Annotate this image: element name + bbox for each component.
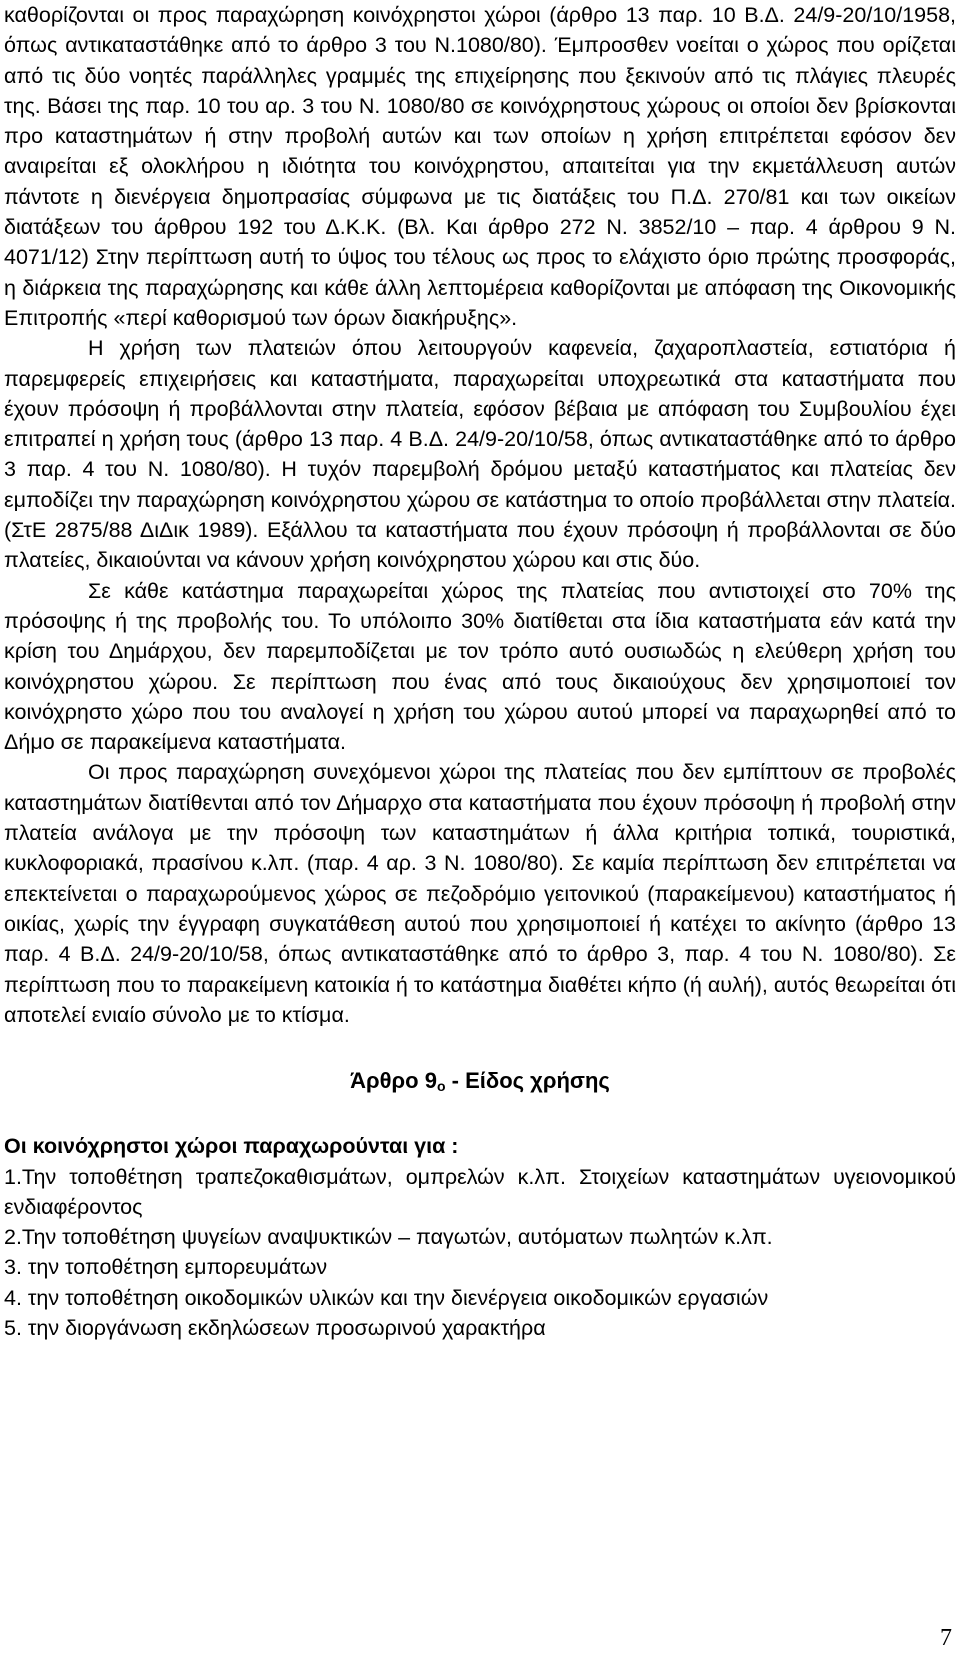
uses-list <box>4 1162 956 1344</box>
document-page <box>4 0 956 1343</box>
list-item: 4. την τοποθέτηση οικοδομικών υλικών και την διενέργεια οικοδομικών εργασιών <box>4 1285 769 1310</box>
article-heading-title: - Είδος χρήσης <box>445 1068 610 1094</box>
list-item: 1.Την τοποθέτηση τραπεζοκαθισμάτων, ομπρελών κ.λπ. Στοιχείων καταστημάτων υγειονομικού ενδιαφέροντος <box>4 1164 956 1219</box>
page-number: 7 <box>940 1625 952 1651</box>
article-heading-prefix: Άρθρο 9 <box>350 1068 437 1094</box>
article-heading-ordinal: ο <box>436 1078 446 1095</box>
uses-list-title: Οι κοινόχρηστοι χώροι παραχωρούνται για : <box>4 1134 459 1159</box>
paragraph-contiguous-spaces: Οι προς παραχώρηση συνεχόμενοι χώροι της πλατείας που δεν εμπίπτουν σε προβολές καταστημάτων διατίθενται από τον Δήμαρχο στα καταστήματα που έχουν πρόσοψη ή προβολή στην πλατεία ανάλογα με την πρόσοψη των καταστημάτων ή άλλα κριτήρια τοπικά, τουριστικά, κυκλοφοριακά, πρασίνου κ.λπ. (παρ. 4 αρ. 3 Ν. 1080/80). Σε καμία περίπτωση δεν επιτρέπεται να επεκτείνεται ο παραχωρούμενος χώρος σε πεζοδρόμιο γειτονικού (παρακείμενου) καταστήματος ή οικίας, χωρίς την έγγραφη συγκατάθεση αυτού που χρησιμοποιεί ή κατέχει το ακίνητο (άρθρο 13 παρ. 4 Β.Δ. 24/9-20/10/58, όπως αντικαταστάθηκε από το άρθρο 3, παρ. 4 του Ν. 1080/80). Σε περίπτωση που το παρακείμενη κατοικία ή το κατάστημα διαθέτει κήπο (ή αυλή), αυτός θεωρείται ότι αποτελεί ενιαίο σύνολο με το κτίσμα. <box>4 760 957 1027</box>
list-item: 5. την διοργάνωση εκδηλώσεων προσωρινού χαρακτήρα <box>4 1316 546 1341</box>
list-item: 3. την τοποθέτηση εμπορευμάτων <box>4 1255 328 1280</box>
article-heading <box>4 1066 956 1101</box>
paragraph-frontage-allocation: Σε κάθε κατάστημα παραχωρείται χώρος της πλατείας που αντιστοιχεί στο 70% της πρόσοψης ή της προβολής του. Το υπόλοιπο 30% διατίθεται στα ίδια καταστήματα εάν κατά την κρίση του Δημάρχου, δεν παρεμποδίζεται με τον τρόπο αυτό ουσιωδώς η ελεύθερη χρήση του κοινόχρηστου χώρου. Σε περίπτωση που ένας από τους δικαιούχους δεν χρησιμοποιεί τον κοινόχρηστο χώρο που του αναλογεί η χρήση του χώρου αυτού μπορεί να παραχωρηθεί από το Δήμο σε παρακείμενα καταστήματα. <box>4 578 956 755</box>
paragraph-concession-spaces: καθορίζονται οι προς παραχώρηση κοινόχρηστοι χώροι (άρθρο 13 παρ. 10 Β.Δ. 24/9-20/10/1958, όπως αντικαταστάθηκε από το άρθρο 3 του Ν.1080/80). Έμπροσθεν νοείται ο χώρος που ορίζεται από τις δύο νοητές παράλληλες γραμμές της επιχείρησης που ξεκινούν από τις πλάγιες πλευρές της. Βάσει της παρ. 10 του αρ. 3 του Ν. 1080/80 σε κοινόχρηστους χώρους οι οποίοι δεν βρίσκονται προ καταστημάτων ή στην προβολή αυτών και των οποίων η χρήση επιτρέπεται εφόσον δεν αναιρείται εξ ολοκλήρου η ιδιότητα του κοινόχρηστου, απαιτείται για την εκμετάλλευση αυτών πάντοτε η διενέργεια δημοπρασίας σύμφωνα με τις διατάξεις του Π.Δ. 270/81 και των οικείων διατάξεων του άρθρου 192 του Δ.Κ.Κ. (Βλ. Και άρθρο 272 Ν. 3852/10 – παρ. 4 άρθρου 9 Ν. 4071/12) Στην περίπτωση αυτή το ύψος του τέλους ως προς το ελάχιστο όριο πρώτης προσφοράς, η διάρκεια της παραχώρησης και κάθε άλλη λεπτομέρεια καθορίζονται με απόφαση της Οικονομικής Επιτροπής «περί καθορισμού των όρων διακήρυξης». <box>4 3 956 330</box>
list-item: 2.Την τοποθέτηση ψυγείων αναψυκτικών – παγωτών, αυτόματων πωλητών κ.λπ. <box>4 1225 773 1250</box>
paragraph-squares-use: Η χρήση των πλατειών όπου λειτουργούν καφενεία, ζαχαροπλαστεία, εστιατόρια ή παρεμφερείς επιχειρήσεις και καταστήματα, παραχωρείται υποχρεωτικά στα καταστήματα που έχουν πρόσοψη ή προβάλλονται στην πλατεία, εφόσον βέβαια με απόφαση του Συμβουλίου έχει επιτραπεί η χρήση τους (άρθρο 13 παρ. 4 Β.Δ. 24/9-20/10/58, όπως αντικαταστάθηκε από το άρθρο 3 παρ. 4 του Ν. 1080/80). Η τυχόν παρεμβολή δρόμου μεταξύ καταστήματος και πλατείας δεν εμποδίζει την παραχώρηση κοινόχρηστου χώρου σε κατάστημα το οποίο προβάλλεται στην πλατεία. (ΣτΕ 2875/88 ΔιΔικ 1989). Εξάλλου τα καταστήματα που έχουν πρόσοψη ή προβάλλονται σε δύο πλατείες, δικαιούνται να κάνουν χρήση κοινόχρηστου χώρου και στις δύο. <box>4 336 956 573</box>
